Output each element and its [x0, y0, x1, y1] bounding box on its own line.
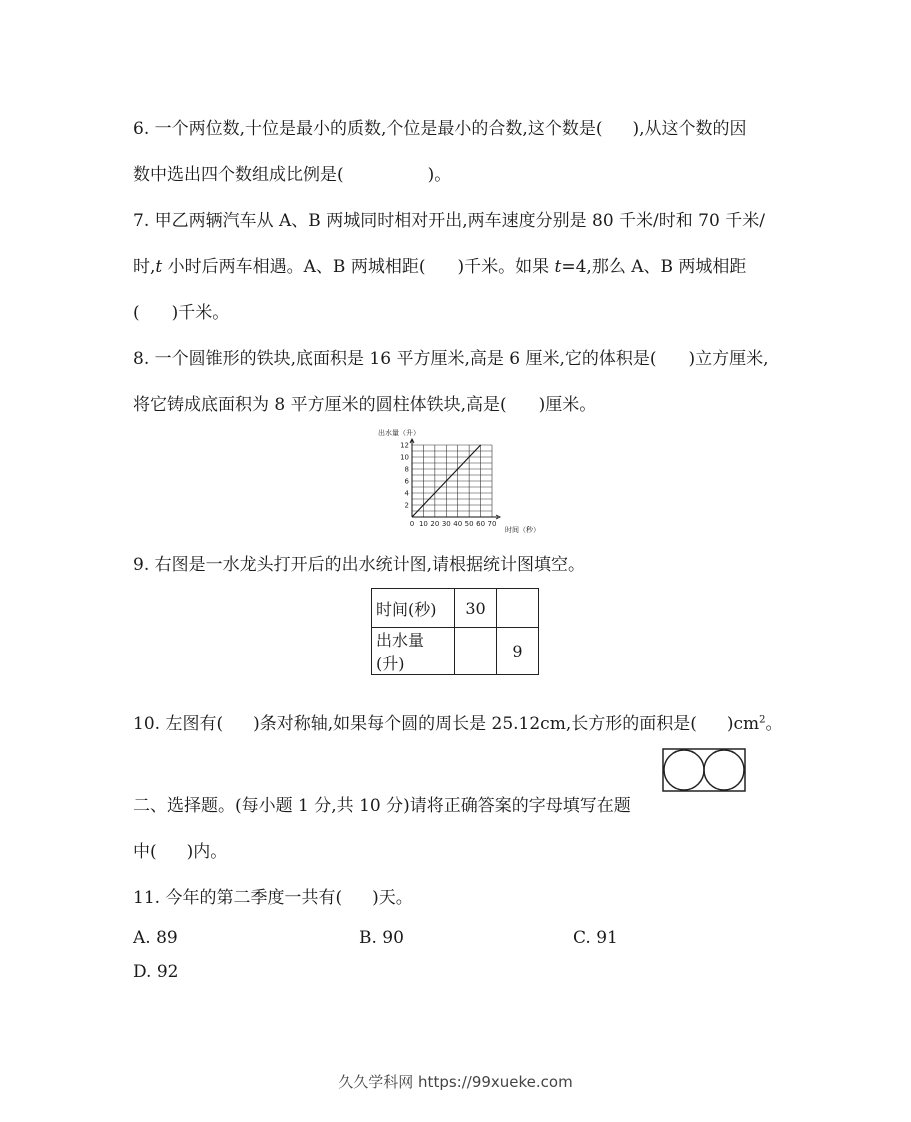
q11-option-d[interactable]: D. 92: [133, 962, 179, 982]
q7-text-b: 时,: [133, 257, 156, 277]
q11-text-a: 11. 今年的第二季度一共有(: [133, 888, 343, 908]
x-tick-label: 50: [464, 520, 474, 528]
q6-line2: [133, 163, 451, 187]
table-row: [372, 589, 539, 628]
q8-text-d: )厘米。: [538, 395, 597, 415]
chart-y-axis-title: 出水量（升）: [378, 429, 420, 437]
rectangle-two-circles-figure: [662, 748, 746, 792]
q10-text-b: )条对称轴,如果每个圆的周长是 25.12cm,长方形的面积是(: [253, 714, 697, 734]
chart-x-ticks: [410, 520, 497, 528]
q7-var-t1: t: [155, 257, 163, 277]
y-tick-label: 12: [400, 441, 409, 450]
y-tick-label: 10: [400, 453, 409, 462]
chart-y-ticks: [400, 442, 409, 510]
q7-text-a: 7. 甲乙两辆汽车从 A、B 两城同时相对开出,两车速度分别是 80 千米/时和 70 千米/: [133, 211, 765, 231]
chart-x-axis-title: 时间（秒）: [505, 526, 540, 534]
y-tick-label: 4: [404, 489, 409, 498]
footer-watermark: 久久学科网 https://99xueke.com: [338, 1073, 573, 1091]
q7-text-f: (: [133, 303, 140, 323]
q11-text: [133, 886, 413, 910]
y-tick-label: 8: [404, 465, 409, 474]
x-tick-label: 20: [430, 520, 440, 528]
q6-text-b: ),从这个数的因: [632, 119, 747, 139]
table-header-time: 时间(秒): [372, 589, 455, 628]
table-row: [372, 628, 539, 675]
chart-grid: [412, 445, 492, 517]
x-tick-label: 60: [476, 520, 486, 528]
q7-text-e: =4,那么 A、B 两城相距: [561, 257, 747, 277]
q7-line2: [133, 255, 746, 279]
water-output-chart: [378, 428, 578, 540]
table-cell: 9: [497, 628, 539, 675]
q9-text-a: 9. 右图是一水龙头打开后的出水统计图,请根据统计图填空。: [133, 555, 586, 575]
x-tick-label: 40: [453, 520, 463, 528]
table-header-water: 出水量(升): [372, 628, 455, 675]
q10-superscript: 2: [759, 714, 766, 726]
q8-line2: [133, 393, 596, 417]
q7-line1: [133, 209, 765, 233]
q6-text-a: 6. 一个两位数,十位是最小的质数,个位是最小的合数,这个数是(: [133, 119, 603, 139]
x-tick-label: 70: [487, 520, 497, 528]
y-tick-label: 2: [404, 501, 409, 510]
x-tick-label: 10: [418, 520, 428, 528]
q6-text-c: 数中选出四个数组成比例是(: [133, 165, 344, 185]
y-tick-label: 6: [404, 477, 409, 486]
x-tick-label: 0: [409, 520, 415, 528]
table-cell-blank[interactable]: [455, 628, 497, 675]
q8-text-a: 8. 一个圆锥形的铁块,底面积是 16 平方厘米,高是 6 厘米,它的体积是(: [133, 349, 657, 369]
q10-text-c: )cm: [726, 714, 760, 734]
q8-line1: [133, 347, 769, 371]
q6-line1: [133, 117, 747, 141]
q9-fill-table: [371, 588, 539, 675]
q8-text-b: )立方厘米,: [688, 349, 769, 369]
q7-line3: [133, 301, 229, 325]
table-cell: 30: [455, 589, 497, 628]
q7-text-d: )千米。如果: [457, 257, 555, 277]
q11-text-b: )天。: [372, 888, 413, 908]
q10-text-a: 10. 左图有(: [133, 714, 224, 734]
section2-text-b: )内。: [186, 842, 228, 862]
section2-line1: [133, 794, 631, 818]
section2-line2: [133, 840, 227, 864]
q10-text: [133, 712, 783, 736]
x-tick-label: 30: [441, 520, 451, 528]
q10-text-d: 。: [765, 714, 783, 734]
q7-var-t2: t: [554, 257, 562, 277]
section2-heading: 二、选择题。(每小题 1 分,共 10 分)请将正确答案的字母填写在题: [133, 796, 631, 816]
q8-text-c: 将它铸成底面积为 8 平方厘米的圆柱体铁块,高是(: [133, 395, 507, 415]
q11-option-a[interactable]: A. 89: [133, 928, 178, 948]
q7-text-c: 小时后两车相遇。A、B 两城相距(: [162, 257, 426, 277]
q11-option-b[interactable]: B. 90: [359, 928, 404, 948]
q11-option-c[interactable]: C. 91: [573, 928, 618, 948]
table-cell-blank[interactable]: [497, 589, 539, 628]
section2-text-a: 中(: [133, 842, 157, 862]
q7-text-g: )千米。: [171, 303, 230, 323]
q9-text: [133, 553, 585, 577]
q6-text-d: )。: [427, 165, 452, 185]
